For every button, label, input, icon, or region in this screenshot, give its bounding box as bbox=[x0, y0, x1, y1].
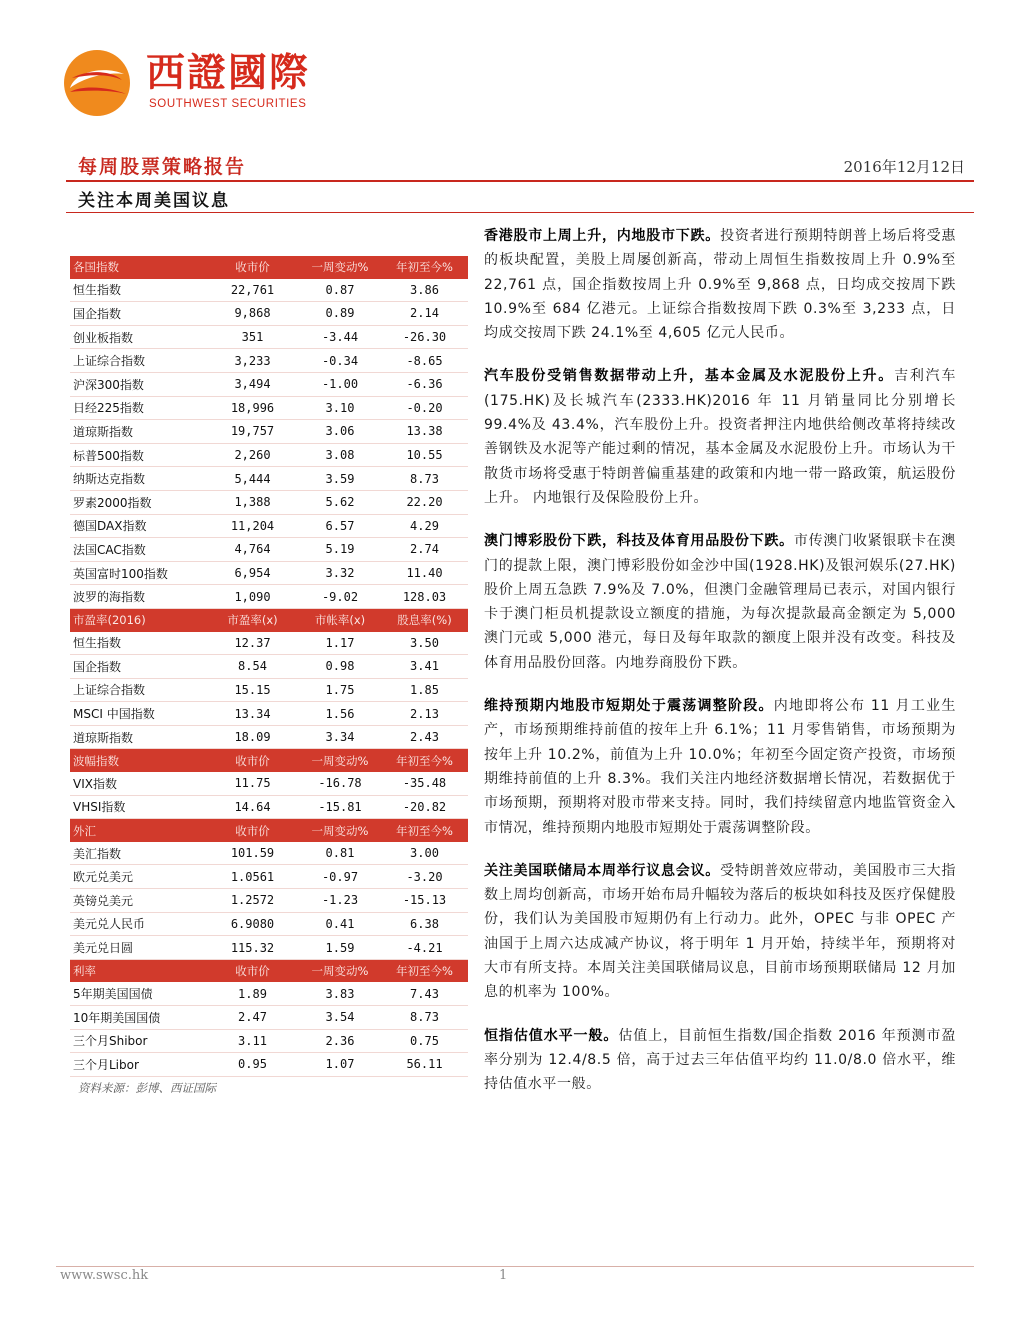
table-cell: 3.06 bbox=[299, 420, 381, 444]
commentary-paragraph bbox=[484, 224, 956, 345]
paragraph-lead: 汽车股份受销售数据带动上升，基本金属及水泥股份上升。 bbox=[484, 368, 895, 385]
report-title: 每周股票策略报告 bbox=[78, 156, 247, 178]
commentary-column bbox=[484, 224, 956, 1116]
table-cell: -35.48 bbox=[381, 772, 468, 795]
row-label: 沪深300指数 bbox=[70, 372, 206, 396]
paragraph-body: 投资者进行预期特朗普上场后将受惠的板块配置，美股上周屡创新高，带动上周恒生指数按周上升 0.9%至 22,761 点，国企指数按周上升 0.9%至 9,868 点，日均成交按周下跌 10.9%至 684 亿港元。上证综合指数按周下跌 0.3%至 3,233 点，日均成交按周下跌 24.1%至 4,605 亿元人民币。 bbox=[484, 228, 956, 342]
table-cell: 13.38 bbox=[381, 420, 468, 444]
table-row bbox=[70, 302, 468, 326]
table-cell: 1.85 bbox=[381, 678, 468, 702]
paragraph-body: 内地即将公布 11 月工业生产，市场预期维持前值的按年上升 6.1%；11 月零售销售，市场预期为按年上升 10.2%，前值为上升 10.0%；年初至今固定资产投资，市场预期维持前值的上升 8.3%。我们关注内地经济数据增长情况，若数据优于市场预期，预期将对股市带来支持。同时，我们持续留意内地监管资金入市情况，维持预期内地股市短期处于震荡调整阶段。 bbox=[484, 698, 956, 836]
table-cell: 10.55 bbox=[381, 443, 468, 467]
column-header: 市帐率(x) bbox=[299, 608, 381, 631]
table-cell: 2.13 bbox=[381, 702, 468, 726]
table-cell: 2.74 bbox=[381, 538, 468, 562]
table-row bbox=[70, 325, 468, 349]
table-cell: -15.13 bbox=[381, 889, 468, 913]
table-cell: 18,996 bbox=[206, 396, 299, 420]
table-row bbox=[70, 889, 468, 913]
commentary-paragraph bbox=[484, 1024, 956, 1097]
table-cell: 0.98 bbox=[299, 655, 381, 679]
commentary-paragraph bbox=[484, 694, 956, 840]
table-cell: 19,757 bbox=[206, 420, 299, 444]
row-label: 纳斯达克指数 bbox=[70, 467, 206, 491]
table-cell: -1.00 bbox=[299, 372, 381, 396]
table-cell: 4.29 bbox=[381, 514, 468, 538]
logo-chinese-name: 西證國際 bbox=[146, 51, 311, 96]
table-cell: 56.11 bbox=[381, 1053, 468, 1077]
table-cell: 0.75 bbox=[381, 1029, 468, 1053]
table-cell: 14.64 bbox=[206, 795, 299, 819]
table-cell: 3.54 bbox=[299, 1006, 381, 1030]
table-row bbox=[70, 490, 468, 514]
table-row bbox=[70, 349, 468, 373]
row-label: 恒生指数 bbox=[70, 279, 206, 302]
table-cell: 3,494 bbox=[206, 372, 299, 396]
table-cell: -26.30 bbox=[381, 325, 468, 349]
table-cell: 11.40 bbox=[381, 561, 468, 585]
table-cell: 3.59 bbox=[299, 467, 381, 491]
table-cell: 8.54 bbox=[206, 655, 299, 679]
row-label: 美元兑人民币 bbox=[70, 912, 206, 936]
table-cell: 3.41 bbox=[381, 655, 468, 679]
paragraph-lead: 关注美国联储局本周举行议息会议。 bbox=[484, 862, 721, 879]
table-cell: 3.32 bbox=[299, 561, 381, 585]
paragraph-body: 估值上，目前恒生指数/国企指数 2016 年预测市盈率分别为 12.4/8.5 倍，高于过去三年估值平均约 11.0/8.0 倍水平，维持估值水平一般。 bbox=[484, 1027, 956, 1093]
table-row bbox=[70, 865, 468, 889]
table-row bbox=[70, 936, 468, 960]
table-cell: 4,764 bbox=[206, 538, 299, 562]
column-header: 一周变动% bbox=[299, 959, 381, 982]
table-row bbox=[70, 420, 468, 444]
table-row bbox=[70, 514, 468, 538]
table-row bbox=[70, 396, 468, 420]
table-cell: -0.20 bbox=[381, 396, 468, 420]
row-label: 三个月Libor bbox=[70, 1053, 206, 1077]
row-label: 道琼斯指数 bbox=[70, 420, 206, 444]
table-cell: 0.81 bbox=[299, 842, 381, 865]
table-row bbox=[70, 538, 468, 562]
table-cell: 1.17 bbox=[299, 632, 381, 655]
table-cell: 1.56 bbox=[299, 702, 381, 726]
commentary-paragraph bbox=[484, 859, 956, 1005]
table-row bbox=[70, 795, 468, 819]
section-title: 利率 bbox=[70, 959, 206, 982]
column-header: 收市价 bbox=[206, 819, 299, 842]
logo-english-name: SOUTHWEST SECURITIES bbox=[149, 98, 307, 110]
table-cell: 8.73 bbox=[381, 1006, 468, 1030]
table-cell: 6,954 bbox=[206, 561, 299, 585]
table-cell: 3.00 bbox=[381, 842, 468, 865]
table-cell: 3.86 bbox=[381, 279, 468, 302]
row-label: 波罗的海指数 bbox=[70, 585, 206, 609]
table-row bbox=[70, 1053, 468, 1077]
row-label: 美元兑日圆 bbox=[70, 936, 206, 960]
commentary-paragraph bbox=[484, 529, 956, 675]
table-cell: 128.03 bbox=[381, 585, 468, 609]
table-cell: 12.37 bbox=[206, 632, 299, 655]
table-cell: 6.9080 bbox=[206, 912, 299, 936]
row-label: 法国CAC指数 bbox=[70, 538, 206, 562]
table-row bbox=[70, 372, 468, 396]
column-header: 市盈率(x) bbox=[206, 608, 299, 631]
column-header: 一周变动% bbox=[299, 256, 381, 279]
row-label: 创业板指数 bbox=[70, 325, 206, 349]
table-cell: 1.59 bbox=[299, 936, 381, 960]
table-cell: 3.83 bbox=[299, 982, 381, 1005]
table-cell: 15.15 bbox=[206, 678, 299, 702]
table-cell: -3.20 bbox=[381, 865, 468, 889]
column-header: 收市价 bbox=[206, 959, 299, 982]
paragraph-lead: 香港股市上周上升，内地股市下跌。 bbox=[484, 228, 721, 244]
column-header: 年初至今% bbox=[381, 819, 468, 842]
table-cell: 1.75 bbox=[299, 678, 381, 702]
column-header: 一周变动% bbox=[299, 749, 381, 772]
row-label: 日经225指数 bbox=[70, 396, 206, 420]
table-cell: 2.14 bbox=[381, 302, 468, 326]
table-cell: 2.36 bbox=[299, 1029, 381, 1053]
table-row bbox=[70, 561, 468, 585]
column-header: 股息率(%) bbox=[381, 608, 468, 631]
table-cell: 351 bbox=[206, 325, 299, 349]
table-cell: 1,388 bbox=[206, 490, 299, 514]
row-label: 欧元兑美元 bbox=[70, 865, 206, 889]
footer-website-link[interactable]: www.swsc.hk bbox=[60, 1268, 149, 1283]
row-label: 上证综合指数 bbox=[70, 678, 206, 702]
page-number: 1 bbox=[499, 1268, 508, 1283]
table-cell: 101.59 bbox=[206, 842, 299, 865]
row-label: 国企指数 bbox=[70, 302, 206, 326]
table-cell: 13.34 bbox=[206, 702, 299, 726]
table-row bbox=[70, 1006, 468, 1030]
table-cell: 6.38 bbox=[381, 912, 468, 936]
paragraph-lead: 维持预期内地股市短期处于震荡调整阶段。 bbox=[484, 698, 774, 715]
table-row bbox=[70, 655, 468, 679]
table-section-header bbox=[70, 256, 468, 279]
paragraph-body: 受特朗普效应带动，美国股市三大指数上周均创新高，市场开始布局升幅较为落后的板块如科技及医疗保健股份，我们认为美国股市短期仍有上行动力。此外，OPEC 与非 OPEC 产油国于上周六达成减产协议，将于明年 1 月开始，持续半年，预期将对大市有所支持。本周关注美国联储局议息，目前市场预期联储局 12 月加息的机率为 100%。 bbox=[484, 862, 956, 1001]
footer-divider bbox=[56, 1266, 974, 1267]
row-label: VIX指数 bbox=[70, 772, 206, 795]
table-cell: 3.11 bbox=[206, 1029, 299, 1053]
table-cell: -20.82 bbox=[381, 795, 468, 819]
table-cell: 5.62 bbox=[299, 490, 381, 514]
table-row bbox=[70, 467, 468, 491]
table-cell: 8.73 bbox=[381, 467, 468, 491]
table-row bbox=[70, 279, 468, 302]
column-header: 一周变动% bbox=[299, 819, 381, 842]
table-section-header bbox=[70, 959, 468, 982]
table-cell: -4.21 bbox=[381, 936, 468, 960]
table-cell: 3.08 bbox=[299, 443, 381, 467]
table-cell: -3.44 bbox=[299, 325, 381, 349]
paragraph-lead: 澳门博彩股份下跌，科技及体育用品股份下跌。 bbox=[484, 533, 794, 550]
table-cell: 18.09 bbox=[206, 725, 299, 749]
row-label: MSCI 中国指数 bbox=[70, 702, 206, 726]
table-section-header bbox=[70, 608, 468, 631]
table-cell: 0.41 bbox=[299, 912, 381, 936]
section-title: 波幅指数 bbox=[70, 749, 206, 772]
company-logo bbox=[62, 48, 362, 118]
table-cell: 1.2572 bbox=[206, 889, 299, 913]
table-row bbox=[70, 443, 468, 467]
table-cell: -0.34 bbox=[299, 349, 381, 373]
table-row bbox=[70, 772, 468, 795]
table-cell: 22.20 bbox=[381, 490, 468, 514]
column-header: 年初至今% bbox=[381, 256, 468, 279]
row-label: 上证综合指数 bbox=[70, 349, 206, 373]
table-cell: 0.87 bbox=[299, 279, 381, 302]
table-cell: 6.57 bbox=[299, 514, 381, 538]
table-row bbox=[70, 725, 468, 749]
table-row bbox=[70, 585, 468, 609]
table-cell: 1.0561 bbox=[206, 865, 299, 889]
table-cell: 2,260 bbox=[206, 443, 299, 467]
table-cell: 2.47 bbox=[206, 1006, 299, 1030]
table-cell: -15.81 bbox=[299, 795, 381, 819]
row-label: 美汇指数 bbox=[70, 842, 206, 865]
row-label: VHSI指数 bbox=[70, 795, 206, 819]
row-label: 罗素2000指数 bbox=[70, 490, 206, 514]
market-data-table bbox=[70, 256, 468, 1077]
table-cell: 11,204 bbox=[206, 514, 299, 538]
table-cell: 9,868 bbox=[206, 302, 299, 326]
column-header: 年初至今% bbox=[381, 749, 468, 772]
table-section-header bbox=[70, 819, 468, 842]
row-label: 标普500指数 bbox=[70, 443, 206, 467]
section-title: 市盈率(2016) bbox=[70, 608, 206, 631]
row-label: 英国富时100指数 bbox=[70, 561, 206, 585]
table-cell: 2.43 bbox=[381, 725, 468, 749]
table-cell: -0.97 bbox=[299, 865, 381, 889]
column-header: 收市价 bbox=[206, 256, 299, 279]
table-row bbox=[70, 702, 468, 726]
table-row bbox=[70, 1029, 468, 1053]
table-row bbox=[70, 982, 468, 1005]
column-header: 年初至今% bbox=[381, 959, 468, 982]
subtitle-divider bbox=[66, 212, 974, 213]
logo-mark-icon bbox=[62, 48, 132, 118]
section-title: 外汇 bbox=[70, 819, 206, 842]
table-cell: 11.75 bbox=[206, 772, 299, 795]
table-row bbox=[70, 632, 468, 655]
report-date: 2016年12月12日 bbox=[843, 158, 965, 176]
table-row bbox=[70, 912, 468, 936]
row-label: 5年期美国国债 bbox=[70, 982, 206, 1005]
paragraph-lead: 恒指估值水平一般。 bbox=[484, 1027, 619, 1044]
table-source-note: 资料来源：彭博、西证国际 bbox=[78, 1081, 216, 1095]
column-header: 收市价 bbox=[206, 749, 299, 772]
table-cell: -8.65 bbox=[381, 349, 468, 373]
table-cell: -1.23 bbox=[299, 889, 381, 913]
table-cell: 0.89 bbox=[299, 302, 381, 326]
table-cell: 115.32 bbox=[206, 936, 299, 960]
row-label: 道琼斯指数 bbox=[70, 725, 206, 749]
table-cell: -9.02 bbox=[299, 585, 381, 609]
table-section-header bbox=[70, 749, 468, 772]
table-cell: 3.34 bbox=[299, 725, 381, 749]
table-cell: 3,233 bbox=[206, 349, 299, 373]
row-label: 国企指数 bbox=[70, 655, 206, 679]
table-cell: 5.19 bbox=[299, 538, 381, 562]
table-cell: 7.43 bbox=[381, 982, 468, 1005]
table-row bbox=[70, 678, 468, 702]
commentary-paragraph bbox=[484, 364, 956, 510]
paragraph-body: 吉利汽车(175.HK)及长城汽车(2333.HK)2016 年 11 月销量同比分别增长 99.4%及 43.4%，汽车股份上升。投资者押注内地供给侧改革将持续改善钢铁及水泥等产能过剩的情况，基本金属及水泥股份上升。市场认为干散货市场将受惠于特朗普偏重基建的政策和内地一带一路政策，航运股份上升。 内地银行及保险股份上升。 bbox=[484, 368, 956, 506]
table-cell: -6.36 bbox=[381, 372, 468, 396]
row-label: 10年期美国国债 bbox=[70, 1006, 206, 1030]
table-cell: 1,090 bbox=[206, 585, 299, 609]
row-label: 恒生指数 bbox=[70, 632, 206, 655]
row-label: 德国DAX指数 bbox=[70, 514, 206, 538]
row-label: 三个月Shibor bbox=[70, 1029, 206, 1053]
table-cell: 5,444 bbox=[206, 467, 299, 491]
row-label: 英镑兑美元 bbox=[70, 889, 206, 913]
table-cell: 3.10 bbox=[299, 396, 381, 420]
table-cell: 1.89 bbox=[206, 982, 299, 1005]
table-cell: 1.07 bbox=[299, 1053, 381, 1077]
section-title: 各国指数 bbox=[70, 256, 206, 279]
table-cell: 0.95 bbox=[206, 1053, 299, 1077]
table-cell: -16.78 bbox=[299, 772, 381, 795]
table-row bbox=[70, 842, 468, 865]
report-subtitle: 关注本周美国议息 bbox=[78, 191, 230, 211]
header-divider bbox=[66, 180, 974, 182]
table-cell: 3.50 bbox=[381, 632, 468, 655]
paragraph-body: 市传澳门收紧银联卡在澳门的提款上限，澳门博彩股份如金沙中国(1928.HK)及银河娱乐(27.HK)股价上周五急跌 7.9%及 7.0%，但澳门金融管理局已表示，对国内银行卡于澳门柜员机提款设立额度的措施，为每次提款最高金额定为 5,000 澳门元或 5,000 港元，每日及每年取款的额度上限并没有改变。科技及体育用品股份回落。内地券商股份下跌。 bbox=[484, 533, 956, 671]
table-cell: 22,761 bbox=[206, 279, 299, 302]
